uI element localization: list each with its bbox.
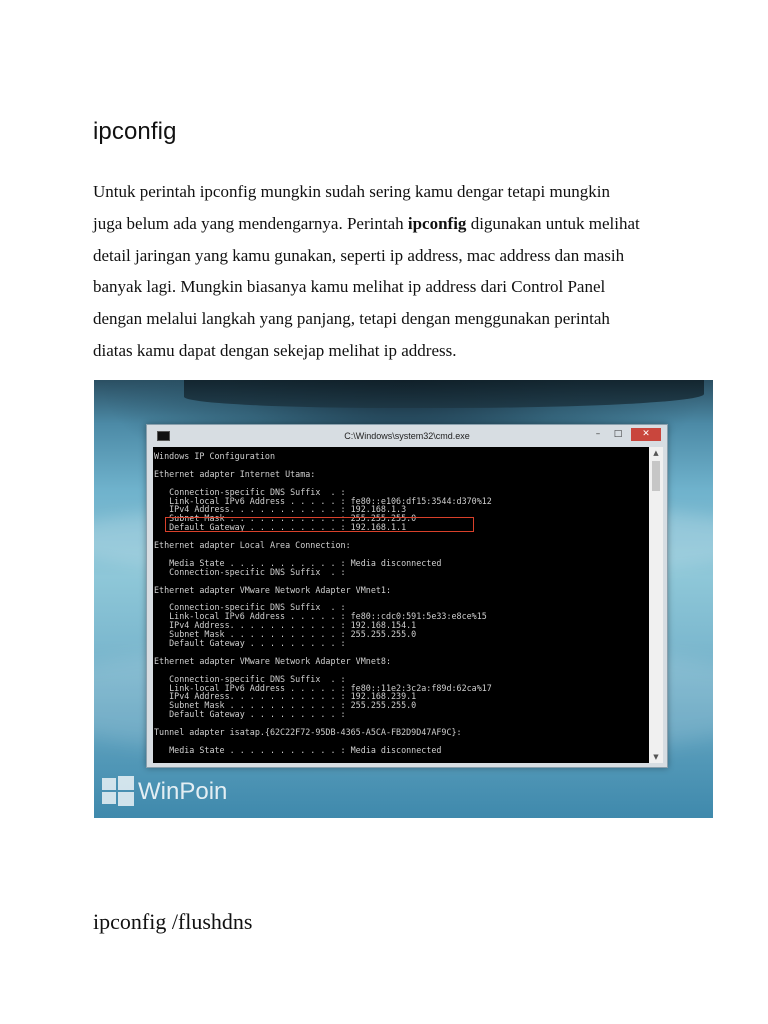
description-paragraph xyxy=(93,176,693,367)
watermark-text: WinPoin xyxy=(138,778,228,805)
maximize-button[interactable]: □ xyxy=(613,429,623,439)
cmd-window xyxy=(146,424,668,768)
console-output[interactable] xyxy=(153,447,649,763)
scroll-down-icon[interactable]: ▼ xyxy=(653,753,659,761)
paragraph-line: diatas kamu dapat dengan sekejap melihat ip address. xyxy=(93,340,457,360)
paragraph-line: Untuk perintah ipconfig mungkin sudah sering kamu dengar tetapi mungkin xyxy=(93,182,610,201)
ipv4-highlight-box xyxy=(165,517,474,532)
paragraph-line: detail jaringan yang kamu gunakan, seperti ip address, mac address dan masih xyxy=(93,245,625,265)
window-titlebar[interactable] xyxy=(147,425,667,447)
windows-logo-icon xyxy=(102,776,134,806)
paragraph-text: digunakan untuk melihat xyxy=(466,213,640,233)
close-button[interactable]: ✕ xyxy=(631,428,661,441)
section-heading-ipconfig: ipconfig xyxy=(93,118,177,145)
paragraph-line xyxy=(93,208,693,240)
section-heading-flushdns: ipconfig /flushdns xyxy=(93,909,253,934)
background-rock xyxy=(184,380,704,408)
bold-command: ipconfig xyxy=(407,213,467,233)
scroll-up-icon[interactable]: ▲ xyxy=(653,449,659,457)
vertical-scrollbar[interactable] xyxy=(649,447,663,763)
console-text: Windows IP Configuration Ethernet adapter Internet Utama: Connection-specific DNS Suffix . : Link-local IPv6 Address . . . . . : fe80::e106:df15:3544:d370%12 IPv4 Address. . . . . . . . . . . : 192.168.1.3 Subnet Mask . . . . . . . . . . . : 255.255.255.0 Default Gateway . . . . . . . . . : 192.168.1.1 Ethernet adapter Local Area Connection: Media State . . . . . . . . . . . : Media disconnected Connection-specific DNS Suffix . : Ethernet adapter VMware Network Adapter VMnet1: Connection-specific DNS Suffix . : Link-local IPv6 Address . . . . . : fe80::cdc0:591:5e33:e8ce%15 IPv4 Address. . . . . . . . . . . : 192.168.154.1 Subnet Mask . . . . . . . . . . . : 255.255.255.0 Default Gateway . . . . . . . . . : Ethernet adapter VMware Network Adapter VMnet8: Connection-specific DNS Suffix . : Link-local IPv6 Address . . . . . : fe80::11e2:3c2a:f89d:62ca%17 IPv4 Address. . . . . . . . . . . : 192.168.239.1 Subnet Mask . . . . . . . . . . . : 255.255.255.0 Default Gateway . . . . . . . . . : Tunnel adapter isatap.{62C22F72-95DB-4365-A5CA-FB2D9D47AF9C}: Media State . . . . . . . . . . . : Media disconnected xyxy=(154,451,492,755)
paragraph-line: banyak lagi. Mungkin biasanya kamu melihat ip address dari Control Panel xyxy=(93,277,606,297)
minimize-button[interactable]: – xyxy=(595,429,601,439)
paragraph-line: dengan melalui langkah yang panjang, tetapi dengan menggunakan perintah xyxy=(93,309,610,329)
screenshot-figure xyxy=(94,380,713,818)
paragraph-text: juga belum ada yang mendengarnya. Perintah xyxy=(93,213,408,233)
window-title: C:\Windows\system32\cmd.exe xyxy=(344,431,470,441)
scroll-thumb[interactable] xyxy=(652,461,660,491)
